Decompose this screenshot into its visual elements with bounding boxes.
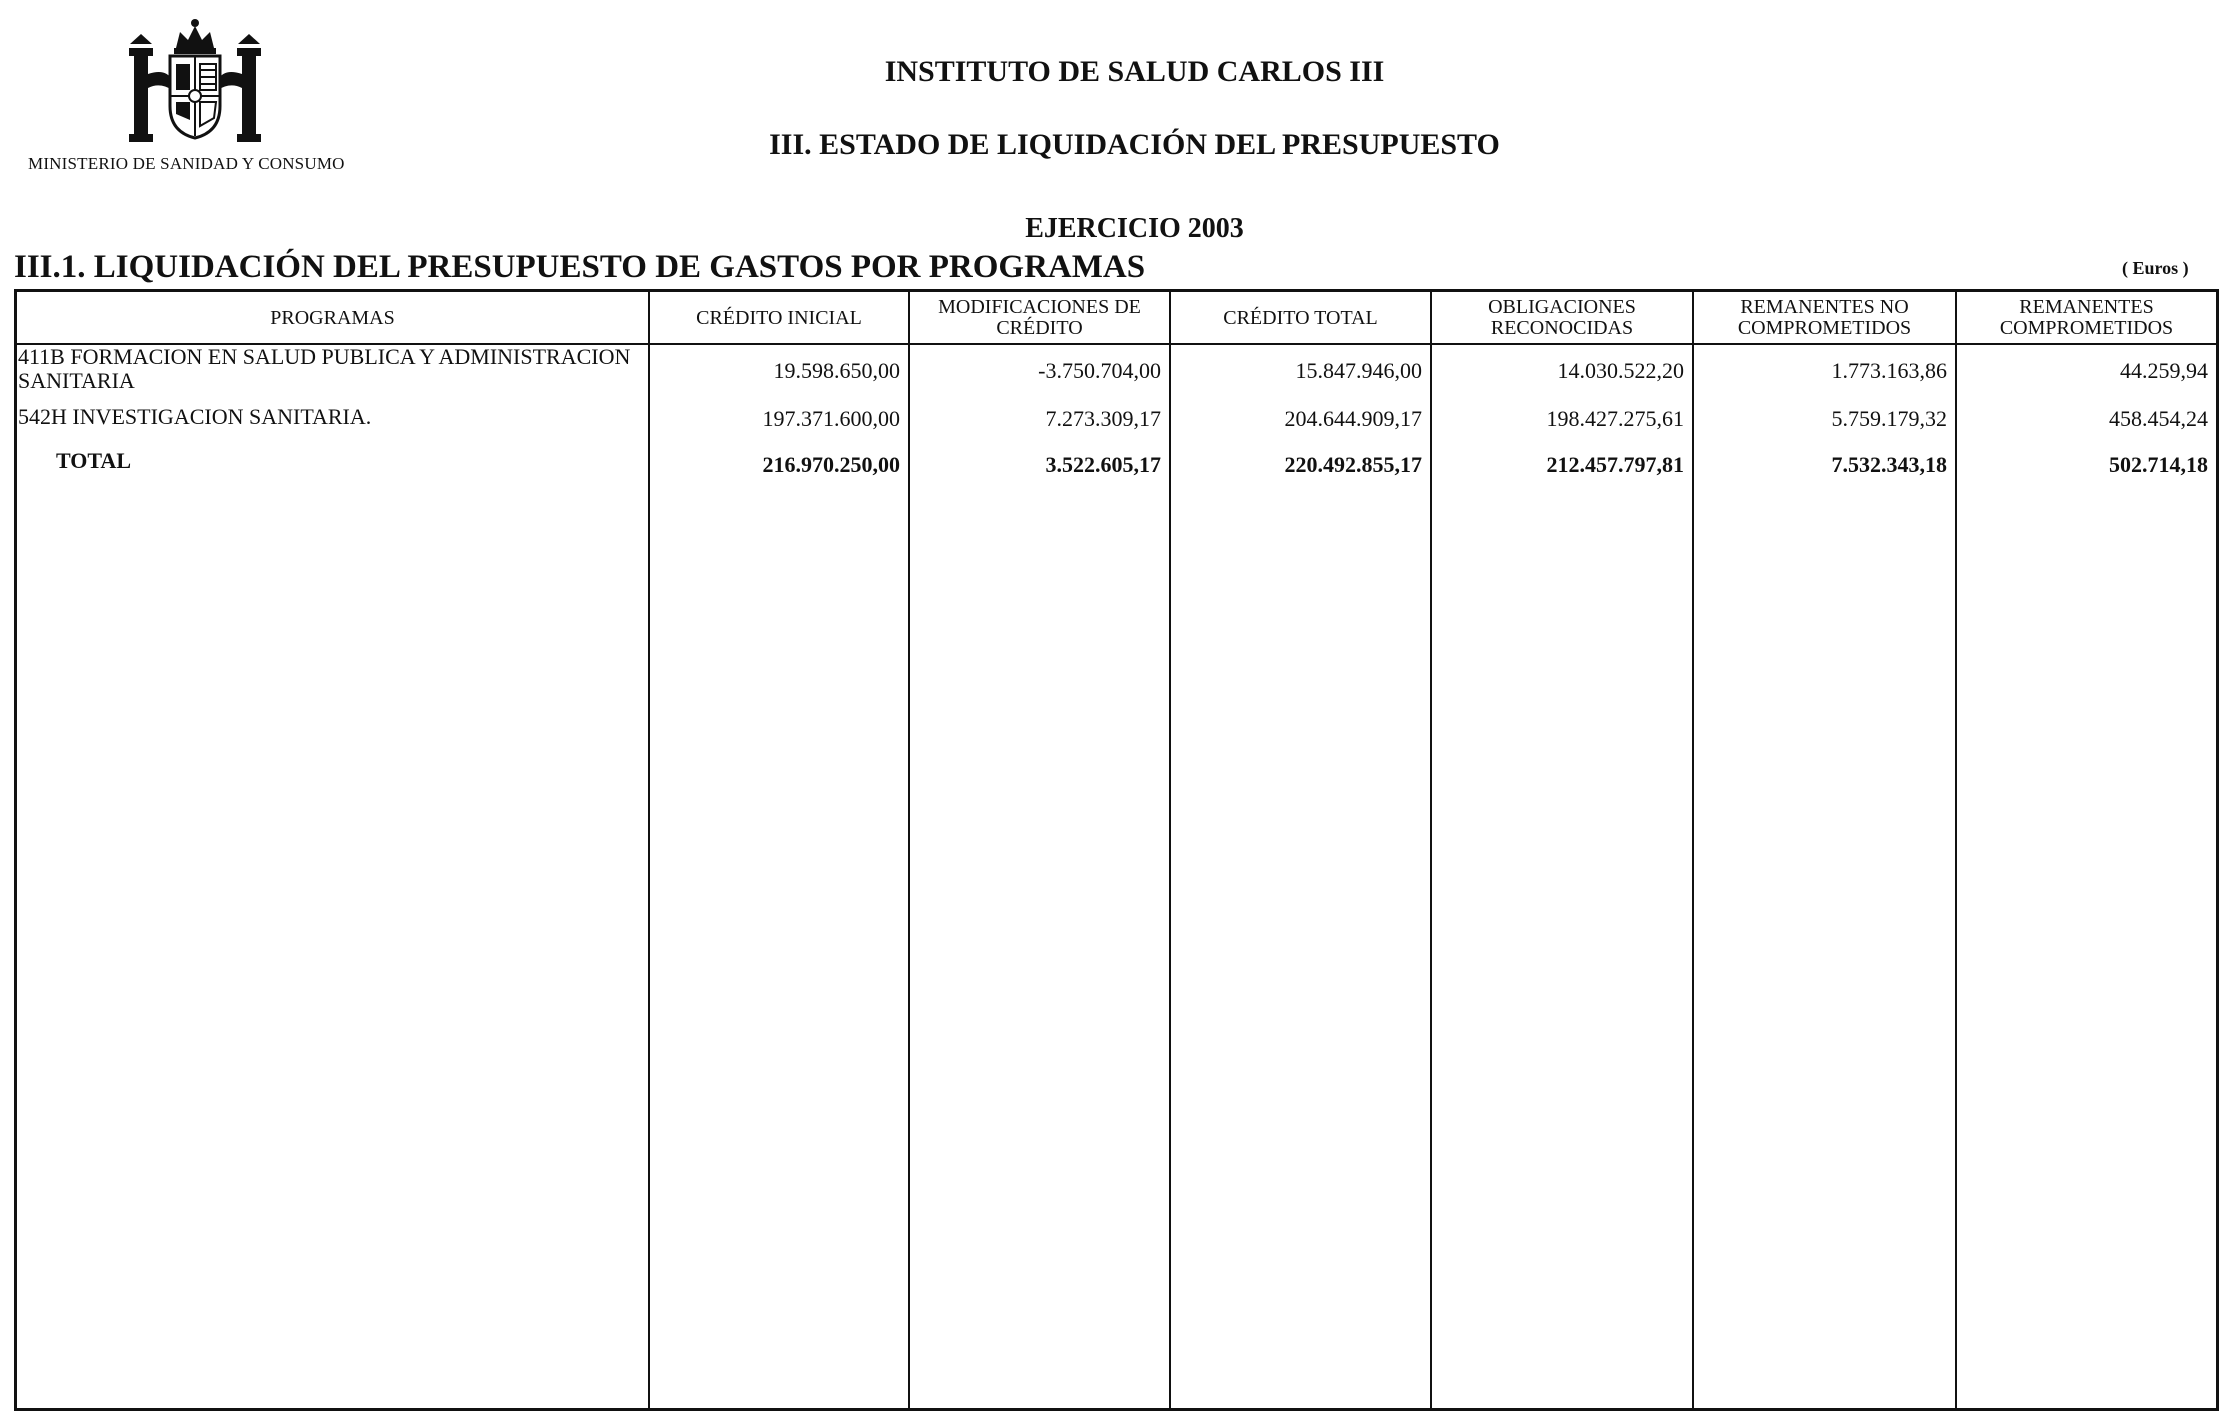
ministry-name: MINISTERIO DE SANIDAD Y CONSUMO — [28, 154, 345, 173]
fiscal-year: EJERCICIO 2003 — [1025, 213, 1244, 244]
table-cell-remanentes-comprometidos: 44.259,94 — [2120, 358, 2208, 383]
total-remanentes-comprometidos: 502.714,18 — [2109, 452, 2208, 477]
currency-units: ( Euros ) — [2122, 258, 2189, 278]
total-credito-inicial: 216.970.250,00 — [762, 452, 900, 477]
total-label: TOTAL — [56, 448, 131, 473]
column-header-remanentes-comprometidos: REMANENTES COMPROMETIDOS — [1999, 296, 2174, 339]
column-header-credito-total: CRÉDITO TOTAL — [1223, 306, 1378, 329]
column-header-remanentes-no-comprometidos: REMANENTES NO COMPROMETIDOS — [1737, 296, 1912, 339]
column-header-credito-inicial: CRÉDITO INICIAL — [696, 306, 862, 329]
total-modificaciones: 3.522.605,17 — [1045, 452, 1161, 477]
section-title: III.1. LIQUIDACIÓN DEL PRESUPUESTO DE GASTOS POR PROGRAMAS — [14, 249, 1146, 285]
column-header-obligaciones: OBLIGACIONES RECONOCIDAS — [1488, 296, 1636, 339]
table-cell-remanentes-no-comprometidos: 1.773.163,86 — [1831, 358, 1947, 383]
table-cell-modificaciones: -3.750.704,00 — [1038, 358, 1161, 383]
table-row-programa: 411B FORMACION EN SALUD PUBLICA Y ADMINISTRACION SANITARIA — [18, 344, 631, 393]
statement-title: III. ESTADO DE LIQUIDACIÓN DEL PRESUPUESTO — [769, 128, 1500, 161]
table-cell-remanentes-no-comprometidos: 5.759.179,32 — [1831, 406, 1947, 431]
total-remanentes-no-comprometidos: 7.532.343,18 — [1831, 452, 1947, 477]
table-cell-obligaciones: 14.030.522,20 — [1557, 358, 1684, 383]
total-credito-total: 220.492.855,17 — [1284, 452, 1422, 477]
table-cell-remanentes-comprometidos: 458.454,24 — [2109, 406, 2208, 431]
table-cell-credito-total: 15.847.946,00 — [1295, 358, 1422, 383]
table-row-programa: 542H INVESTIGACION SANITARIA. — [18, 404, 372, 429]
table-cell-modificaciones: 7.273.309,17 — [1045, 406, 1161, 431]
total-obligaciones: 212.457.797,81 — [1546, 452, 1684, 477]
column-header-programas: PROGRAMAS — [270, 306, 395, 329]
table-cell-obligaciones: 198.427.275,61 — [1546, 406, 1684, 431]
table-cell-credito-total: 204.644.909,17 — [1284, 406, 1422, 431]
column-header-modificaciones: MODIFICACIONES DE CRÉDITO — [938, 296, 1141, 339]
table-cell-credito-inicial: 19.598.650,00 — [773, 358, 900, 383]
institute-title: INSTITUTO DE SALUD CARLOS III — [884, 55, 1385, 88]
table-cell-credito-inicial: 197.371.600,00 — [762, 406, 900, 431]
